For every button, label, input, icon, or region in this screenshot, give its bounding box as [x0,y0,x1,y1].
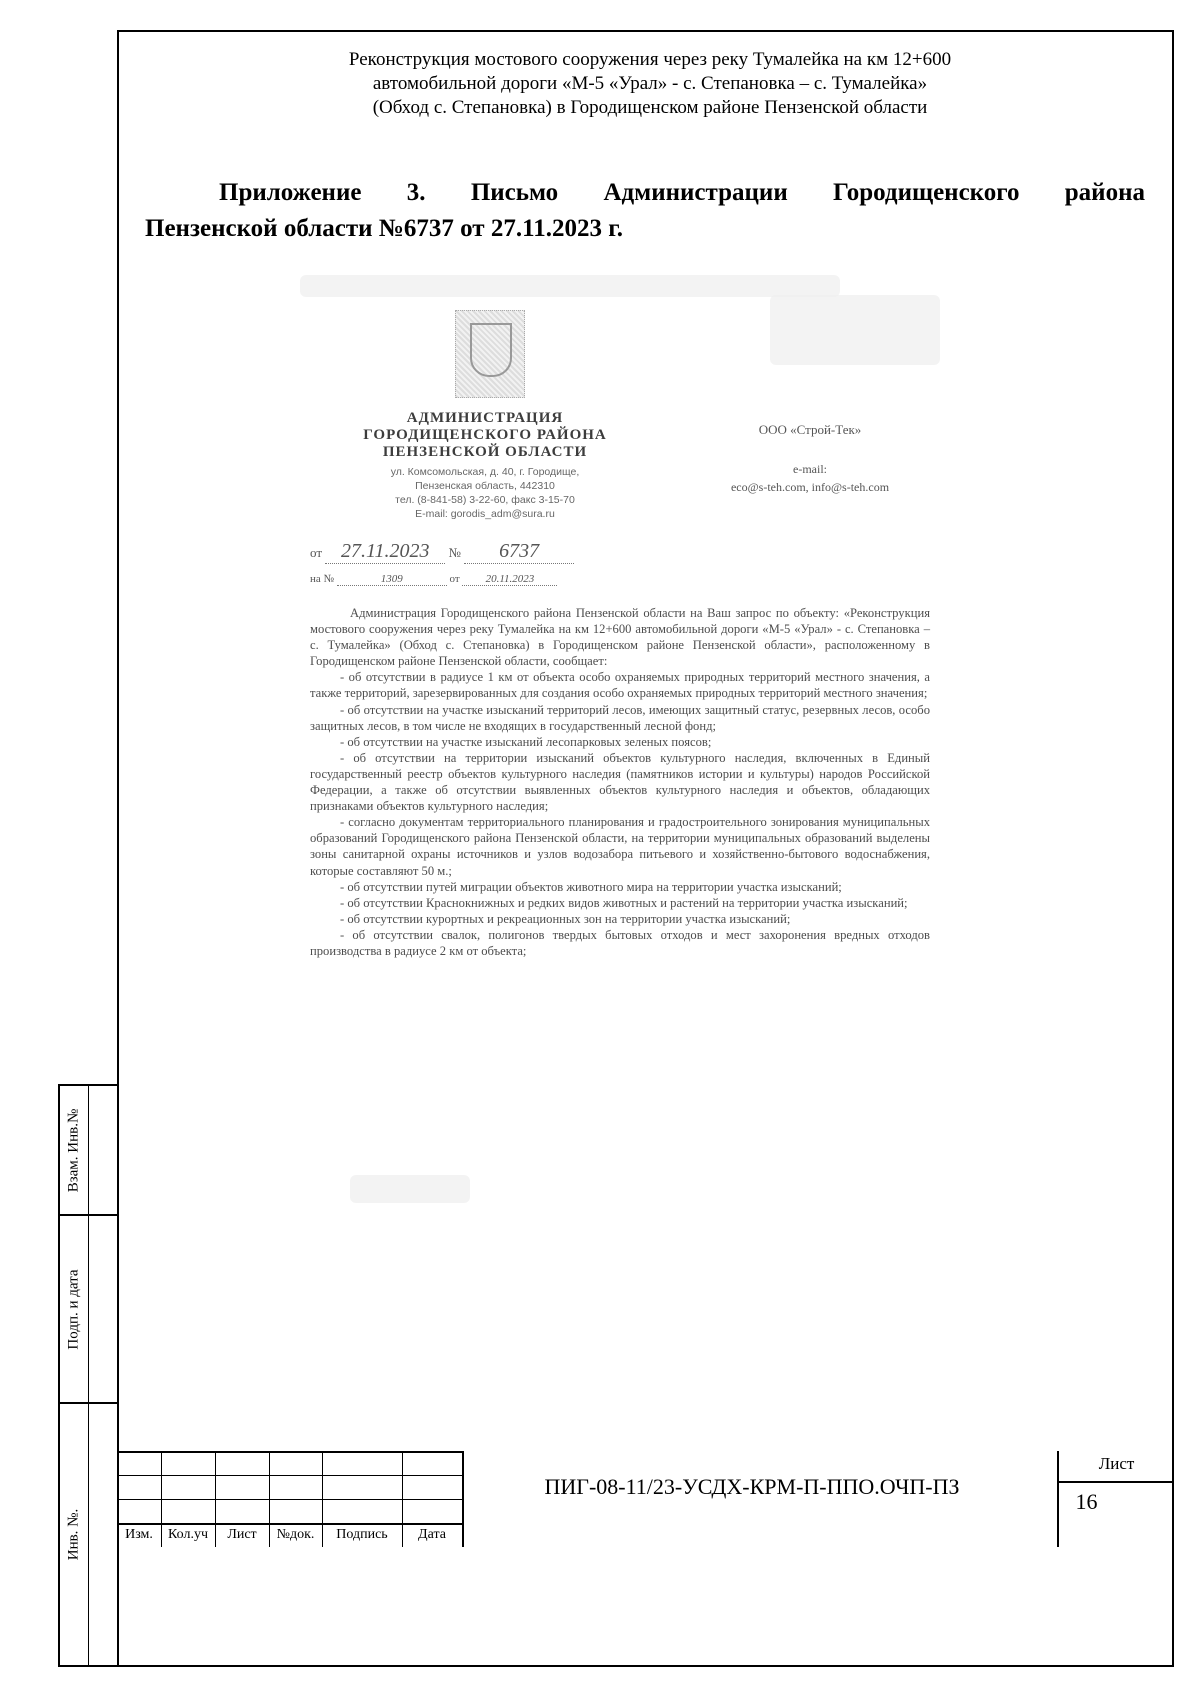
col-list: Лист [227,1527,257,1542]
scan-noise [770,295,940,365]
col-podpis: Подпись [336,1527,388,1542]
scanned-letter [290,275,950,1265]
letter-email: eco@s-teh.com, info@s-teh.com [730,480,890,494]
col-data: Дата [418,1527,446,1542]
letter-paragraph: Администрация Городищенского района Пензенской области на Ваш запрос по объекту: «Реконструкция мостового сооружения через реку Тумалейка на км 12+600 автомобильной дороги «М-5 «Урал» - с. Степановка – с. Тумалейка» (Обход с. Степановка) в Городищенском районе Пензенской области», расположенному в Городищенском районе Пензенской области, сообщает: [310,606,930,669]
letter-list-item: - об отсутствии на территории изысканий объектов культурного наследия, включенных в Единый государственный реестр объектов культурного наследия (памятников истории и культуры) народов Российской Федерации, а также об отсутствии выявленных объектов культурного наследия и объектов, обладающих признаками объектов культурного наследия; [310,750,930,814]
scan-noise [350,1175,470,1203]
document-header [150,48,1150,120]
col-ndok: №док. [276,1527,315,1542]
side-stamp-vzam: Взам. Инв.№ [58,1084,117,1216]
letter-list-item: - об отсутствии свалок, полигонов твердых бытовых отходов и мест захоронения вредных отходов производства в радиусе 2 км от объекта; [310,927,930,958]
header-line-1: Реконструкция мостового сооружения через реку Тумалейка на км 12+600 [348,49,952,70]
appendix-word: Администрации [603,179,788,206]
letter-body [310,605,930,959]
coat-of-arms-icon [455,310,525,398]
appendix-title [145,175,1145,247]
letter-list-item: - об отсутствии в радиусе 1 км от объекта особо охраняемых природных территорий местного значения, а также территорий, зарезервированных для создания особо охраняемых природных территорий местного значения; [310,670,930,701]
appendix-word: района [1064,179,1145,206]
side-stamp-podp: Подп. и дата [58,1214,117,1404]
letter-list-item: - об отсутствии курортных и рекреационных зон на территории участка изысканий; [340,911,791,926]
letter-list-item: - об отсутствии на участке изысканий территорий лесов, имеющих защитный статус, резервных лесов, особо защитных лесов, в том числе не входящих в государственный лесной фонд; [310,702,930,733]
sheet-label: Лист [1098,1454,1135,1473]
appendix-word: Городищенского [833,179,1020,206]
appendix-title-line-2: Пензенской области №6737 от 27.11.2023 г. [145,215,623,242]
letter-list-item: - об отсутствии Краснокнижных и редких видов животных и растений на территории участка изысканий; [340,895,908,910]
letter-list-item: - согласно документам территориального планирования и градостроительного зонирования муниципальных образований Городищенского района Пензенской области, на территории муниципальных образований выделены зоны санитарной охраны источников и узлов водозабора питьевого и хозяйственно-бытового водоснабжения, которые составляют 50 м.; [310,815,930,878]
letter-recipient: ООО «Строй-Тек» [758,422,862,437]
header-line-3: (Обход с. Степановка) в Городищенском районе Пензенской области [372,97,928,118]
letter-email-label: e-mail: [793,462,827,476]
appendix-word: 3. [406,179,426,206]
title-block [117,1451,1174,1667]
letter-number: 6737 [464,540,574,564]
document-code: ПИГ-08-11/23-УСДХ-КРМ-П-ППО.ОЧП-ПЗ [544,1474,960,1499]
appendix-word: Приложение [219,179,362,206]
letter-org-address: ул. Комсомольская, д. 40, г. Городище, Пензенская область, 442310 тел. (8-841-58) 3-22-60, факс 3-15-70 E-mail: gorodis_adm@sura.ru [390,466,580,520]
scan-noise [300,275,840,297]
letter-list-item: - об отсутствии путей миграции объектов животного мира на территории участка изысканий; [340,879,842,894]
side-stamp-inv: Инв. №. [58,1402,117,1667]
col-izm: Изм. [125,1527,153,1542]
letter-org-name: АДМИНИСТРАЦИЯ ГОРОДИЩЕНСКОГО РАЙОНА ПЕНЗЕНСКОЙ ОБЛАСТИ [363,410,607,460]
letter-date: 27.11.2023 [325,540,445,564]
appendix-word: Письмо [470,179,559,206]
col-kol-uch: Кол.уч [168,1527,208,1542]
letter-outgoing-ref: от 27.11.2023 № 6737 [310,540,574,564]
letter-incoming-ref: на № 1309 от 20.11.2023 [310,573,557,586]
letter-list-item: - об отсутствии на участке изысканий лесопарковых зеленых поясов; [340,734,712,749]
sheet-number: 16 [1075,1489,1098,1514]
header-line-2: автомобильной дороги «М-5 «Урал» - с. Степановка – с. Тумалейка» [372,73,928,94]
